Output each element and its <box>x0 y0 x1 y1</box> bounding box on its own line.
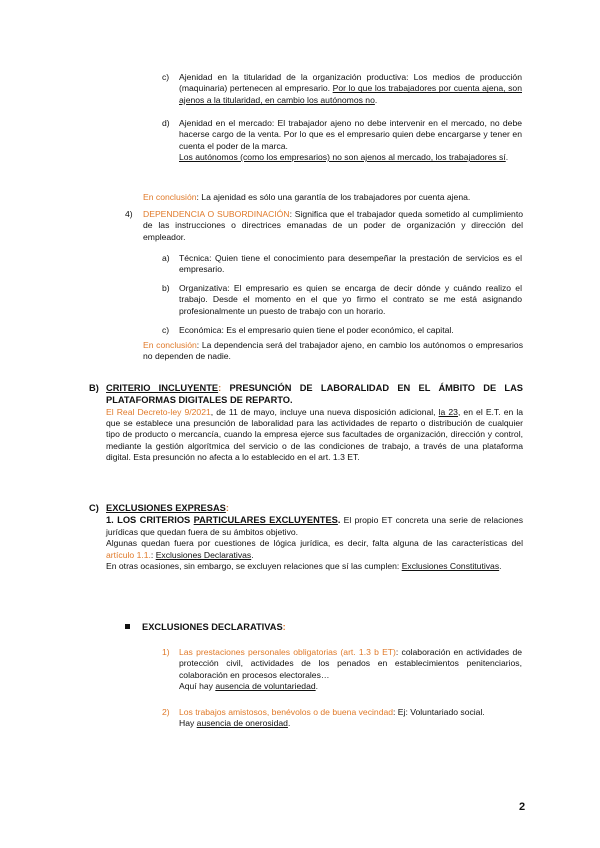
section-title-rest: PRESUNCIÓN DE LABORALIDAD EN EL ÁMBITO DE LAS PLATAFORMAS DIGITALES DE REPARTO. <box>106 383 524 406</box>
ajenidad-item-c <box>162 72 522 106</box>
section-b <box>89 382 523 464</box>
conclusion-label: En conclusión <box>143 192 197 202</box>
declarativa-item-2 <box>162 707 522 730</box>
conclusion-dependencia <box>143 340 523 363</box>
dependencia-block <box>125 209 523 243</box>
conclusion-text: : La ajenidad es sólo una garantía de los trabajadores por cuenta ajena. <box>196 192 471 202</box>
law-reference: El Real Decreto-ley 9/2021 <box>106 406 211 417</box>
article-reference: artículo 1.1. <box>106 549 151 560</box>
section-title <box>106 382 523 407</box>
item-title: Técnica <box>179 253 210 263</box>
item-text: : Ej: Voluntariado social. <box>393 707 485 717</box>
law-23-link: la 23 <box>438 406 458 417</box>
item-end: . <box>374 94 378 105</box>
item-text: : Quien tiene el conocimiento para desempeñar la prestación de servicios es el empresario. <box>179 253 522 275</box>
title-colon: : <box>282 622 286 632</box>
section-c <box>89 502 523 572</box>
dependencia-item-c <box>162 325 522 336</box>
section-label: B) <box>89 383 99 393</box>
item-note-underline: ausencia de voluntariedad <box>215 681 316 692</box>
item-note-end: . <box>287 718 291 729</box>
item-title: Ajenidad en la titularidad de la organización productiva <box>179 72 407 82</box>
ajenidad-item-d <box>162 118 522 164</box>
item-label: 2) <box>162 707 170 717</box>
dependencia-text: : Significa que el trabajador queda sometido al cumplimiento de las instrucciones o directrices emanadas de un poder de organización y dirección del empleador. <box>143 209 524 242</box>
subheading-underlined: PARTICULARES EXCLUYENTES <box>193 515 338 526</box>
conclusion-label: En conclusión <box>143 340 197 350</box>
item-text: : colaboración en actividades de protección civil, actividades de los penados en establecimientos penitenciarios, colaboración en procesos electorales… <box>179 647 523 680</box>
conclusion-ajenidad <box>143 192 523 203</box>
item-title: Organizativa <box>179 283 228 293</box>
section-c-paragraph-3 <box>106 561 523 572</box>
item-note: Hay <box>179 718 197 729</box>
item-text: : El trabajador ajeno no debe intervenir en el mercado, no debe hacerse cargo de la venta. Por lo que es el empresario quien debe encargarse y tener en cuenta el poder de la marca. <box>179 118 522 151</box>
title-colon: : <box>225 503 229 513</box>
declarativas-link: Exclusiones Declarativas <box>155 549 252 560</box>
p2-end: . <box>251 549 254 560</box>
p3-text: En otras ocasiones, sin embargo, se excluyen relaciones que sí las cumplen: <box>106 560 402 571</box>
item-note-underline: ausencia de onerosidad <box>196 718 288 729</box>
section-title-underlined: CRITERIO INCLUYENTE <box>106 383 219 393</box>
declarativa-item-1 <box>162 647 522 693</box>
section-b-text-2: , en el E.T. en la que se establece una presunción de laboralidad para las actividades de reparto o distribución de cualquier tipo de producto o mercancía, cuando la empresa ejerce sus facultades de organización, dirección y control, mediante la gestión algorítmica del servicio o de las condiciones de trabajo, a través de una plataforma digital. Esta presunción no afecta a lo establecido en el art. 1.3 ET. <box>106 406 524 463</box>
title-colon: : <box>218 383 222 393</box>
section-c-intro <box>106 514 523 538</box>
section-title <box>106 502 523 514</box>
subheading-end: . <box>337 515 341 526</box>
item-text: : Los medios de producción (maquinaria) pertenecen al empresario. <box>179 72 522 94</box>
p2-colon: : <box>150 549 156 560</box>
item-label: b) <box>162 283 170 293</box>
item-underline: Los autónomos (como los empresarios) no son ajenos al mercado, los trabajadores sí <box>179 152 506 163</box>
item-note-end: . <box>315 681 319 692</box>
item-end: . <box>505 152 509 163</box>
conclusion-text: : La dependencia será del trabajador ajeno, en cambio los autónomos o empresarios no dependen de nadie. <box>143 340 523 362</box>
item-label: d) <box>162 118 170 128</box>
item-title: Ajenidad en el mercado <box>179 118 272 128</box>
item-text: : El empresario es quien se encarga de decir dónde y cuándo realizo el trabajo. Desde el momento en el que yo firmo el contrato se me está asignando profesionalmente un puesto de trabajo con un horario. <box>179 283 522 316</box>
item-title: Económica <box>179 325 222 335</box>
item-label: 1) <box>162 647 170 657</box>
item-text: : Es el empresario quien tiene el poder económico, el capital. <box>221 325 454 335</box>
dependencia-item-a <box>162 253 522 276</box>
p2-text: Algunas quedan fuera por cuestiones de lógica jurídica, es decir, falta alguna de las características del <box>106 538 523 549</box>
constitutivas-link: Exclusiones Constitutivas <box>401 560 500 571</box>
dependencia-title: DEPENDENCIA O SUBORDINACIÓN <box>143 209 290 219</box>
item-title: Las prestaciones personales obligatorias (art. 1.3 b ET) <box>179 647 396 657</box>
black-square-icon <box>125 624 130 629</box>
item-note: Aquí hay <box>179 681 216 692</box>
declarativas-title: EXCLUSIONES DECLARATIVAS <box>142 622 283 632</box>
p3-end: . <box>499 560 502 571</box>
section-c-paragraph-2 <box>106 538 523 561</box>
item-label: c) <box>162 72 170 82</box>
dependencia-number: 4) <box>125 209 133 219</box>
item-label: a) <box>162 253 170 263</box>
section-label: C) <box>89 503 99 513</box>
declarativas-heading <box>125 621 505 633</box>
dependencia-item-b <box>162 283 522 317</box>
item-title: Los trabajos amistosos, benévolos o de buena vecindad <box>179 707 394 717</box>
page-number: 2 <box>519 801 526 813</box>
item-underline: Por lo que los trabajadores por cuenta ajena, son ajenos a la titularidad, en cambio los autónomos no <box>179 83 522 105</box>
subheading-number: 1. LOS CRITERIOS <box>106 515 194 526</box>
section-title-underlined: EXCLUSIONES EXPRESAS <box>106 503 226 513</box>
section-b-text-1: , de 11 de mayo, incluye una nueva disposición adicional, <box>210 406 439 417</box>
section-c-intro-text: El propio ET concreta una serie de relaciones jurídicas que quedan fuera de su ámbitos objetivo. <box>106 515 523 537</box>
item-label: c) <box>162 325 170 335</box>
